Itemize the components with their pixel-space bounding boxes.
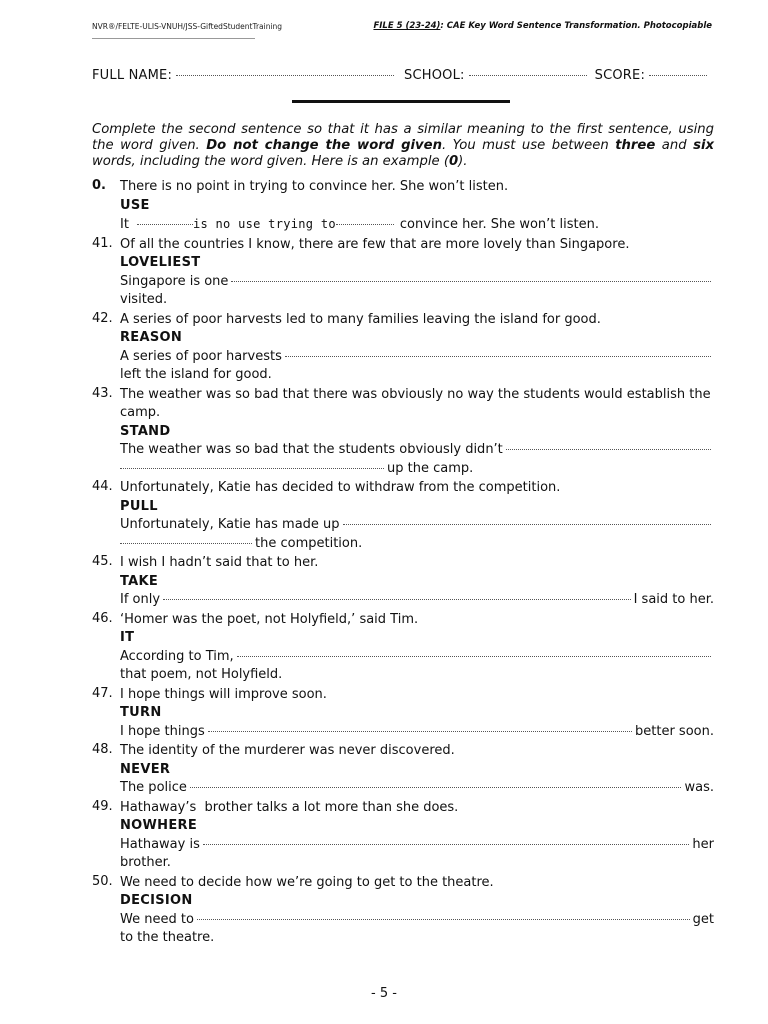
item-keyword: IT bbox=[120, 630, 135, 645]
full-name-label: FULL NAME: bbox=[92, 68, 173, 83]
item-number: 44. bbox=[92, 479, 113, 494]
answer-start: Hathaway is bbox=[120, 836, 200, 852]
instr-bold-2: three bbox=[615, 138, 656, 153]
answer-end-2: to the theatre. bbox=[120, 930, 215, 945]
instructions bbox=[92, 122, 714, 170]
item-keyword: TURN bbox=[120, 705, 162, 720]
item-answer-continuation bbox=[120, 366, 714, 385]
item-number: 42. bbox=[92, 310, 113, 326]
sentence-text: I hope things will improve soon. bbox=[120, 686, 327, 702]
title-rule bbox=[292, 100, 510, 103]
item-sentence bbox=[120, 386, 714, 423]
question-item bbox=[92, 611, 714, 685]
instr-text-2: . You must use between bbox=[441, 138, 616, 153]
instr-text-5: ). bbox=[458, 154, 468, 169]
item-keyword: PULL bbox=[120, 498, 158, 514]
sentence-text: Unfortunately, Katie has decided to withdraw from the competition. bbox=[120, 480, 561, 495]
question-list bbox=[92, 178, 714, 949]
sentence-text: I wish I hadn’t said that to her. bbox=[120, 555, 319, 570]
answer-start: The weather was so bad that the students obviously didn’t bbox=[120, 442, 503, 457]
item-keyword: USE bbox=[120, 197, 150, 213]
score-label: SCORE: bbox=[594, 68, 646, 83]
item-sentence bbox=[120, 178, 714, 197]
header-source: NVR®/FELTE-ULIS-VNUH/JSS-GiftedStudentTraining bbox=[92, 22, 283, 31]
answer-dots-left bbox=[137, 223, 193, 225]
instr-text-1: Complete the second sentence so that it has a similar meaning to the first sentence, using the word given. bbox=[92, 122, 714, 153]
answer-blank[interactable] bbox=[231, 280, 711, 282]
answer-end: that poem, not Holyfield. bbox=[120, 667, 283, 682]
item-answer-line bbox=[120, 348, 714, 367]
header-file-number: FILE 5 (23-24) bbox=[373, 21, 441, 31]
item-keyword: TAKE bbox=[120, 573, 159, 589]
answer-end: left the island for good. bbox=[120, 367, 272, 382]
item-answer-line bbox=[120, 591, 714, 610]
sentence-text: ‘Homer was the poet, not Holyfield,’ said Tim. bbox=[120, 611, 419, 627]
answer-blank-2[interactable] bbox=[120, 467, 384, 469]
item-number: 43. bbox=[92, 385, 113, 401]
question-item bbox=[92, 311, 714, 385]
item-number: 47. bbox=[92, 685, 113, 701]
answer-end: up the camp. bbox=[387, 460, 474, 476]
sentence-text: Of all the countries I know, there are few that are more lovely than Singapore. bbox=[120, 236, 630, 252]
item-keyword: NEVER bbox=[120, 761, 171, 777]
answer-start: The police bbox=[120, 780, 187, 795]
item-answer-line bbox=[120, 215, 714, 235]
item-sentence bbox=[120, 479, 714, 498]
score-field[interactable] bbox=[649, 74, 707, 76]
item-answer-line bbox=[120, 441, 714, 460]
answer-start: Unfortunately, Katie has made up bbox=[120, 517, 340, 532]
item-answer-continuation bbox=[120, 666, 714, 685]
answer-blank[interactable] bbox=[343, 523, 711, 525]
item-sentence bbox=[120, 742, 714, 761]
answer-end: her bbox=[692, 836, 714, 852]
sentence-text: A series of poor harvests led to many families leaving the island for good. bbox=[120, 311, 601, 327]
question-item bbox=[92, 479, 714, 553]
item-answer-continuation bbox=[120, 929, 714, 948]
question-item bbox=[92, 236, 714, 310]
answer-end: visited. bbox=[120, 292, 168, 307]
full-name-field[interactable] bbox=[176, 74, 394, 76]
answer-blank[interactable] bbox=[197, 918, 690, 920]
answer-start: It bbox=[120, 217, 129, 232]
header-file-title bbox=[373, 21, 712, 31]
page-number: - 5 - bbox=[371, 986, 397, 1001]
answer-blank[interactable] bbox=[285, 355, 711, 357]
item-sentence bbox=[120, 554, 714, 573]
item-keyword: LOVELIEST bbox=[120, 255, 201, 270]
name-bar bbox=[92, 68, 712, 83]
item-number: 49. bbox=[92, 798, 113, 814]
answer-blank[interactable] bbox=[237, 655, 711, 657]
instr-bold-4: 0 bbox=[448, 154, 459, 169]
item-answer-continuation bbox=[120, 535, 714, 554]
item-answer-line bbox=[120, 723, 714, 742]
item-sentence bbox=[120, 686, 714, 705]
item-sentence bbox=[120, 611, 714, 630]
item-answer-line bbox=[120, 911, 714, 930]
question-item bbox=[92, 742, 714, 798]
answer-start: If only bbox=[120, 592, 161, 607]
question-item bbox=[92, 686, 714, 742]
item-answer-line bbox=[120, 516, 714, 535]
answer-blank[interactable] bbox=[506, 448, 711, 450]
sentence-text: The identity of the murderer was never discovered. bbox=[120, 743, 455, 758]
header-file-desc: : CAE Key Word Sentence Transformation. Photocopiable bbox=[440, 21, 712, 31]
sentence-text: Hathaway’s brother talks a lot more than she does. bbox=[120, 799, 459, 815]
instr-bold-1: Do not change the word given bbox=[206, 138, 442, 153]
answer-end: the competition. bbox=[255, 535, 363, 551]
answer-end: better soon. bbox=[635, 723, 714, 739]
instr-text-3: and bbox=[655, 138, 694, 153]
item-answer-continuation bbox=[120, 291, 714, 310]
header-underline bbox=[92, 38, 255, 39]
question-item bbox=[92, 386, 714, 479]
item-number: 46. bbox=[92, 610, 113, 626]
answer-blank[interactable] bbox=[163, 598, 631, 600]
answer-start: We need to bbox=[120, 911, 194, 927]
answer-end: get bbox=[692, 911, 714, 927]
answer-end: convince her. She won’t listen. bbox=[399, 217, 599, 232]
sentence-text: The weather was so bad that there was obviously no way the students would establish the camp. bbox=[120, 386, 711, 420]
answer-blank[interactable] bbox=[203, 843, 690, 845]
item-answer-continuation bbox=[120, 460, 714, 479]
item-number: 45. bbox=[92, 554, 113, 569]
item-answer-line bbox=[120, 836, 714, 855]
item-sentence bbox=[120, 236, 714, 255]
answer-start: A series of poor harvests bbox=[120, 348, 282, 364]
item-number: 0. bbox=[92, 178, 106, 193]
item-answer-line bbox=[120, 779, 714, 798]
sentence-text: We need to decide how we’re going to get to the theatre. bbox=[120, 874, 494, 890]
answer-start: According to Tim, bbox=[120, 648, 234, 664]
item-keyword: DECISION bbox=[120, 893, 193, 908]
item-number: 41. bbox=[92, 235, 113, 251]
item-keyword: STAND bbox=[120, 423, 171, 439]
question-item bbox=[92, 554, 714, 610]
question-item bbox=[92, 874, 714, 948]
answer-dots-right bbox=[336, 223, 394, 225]
item-sentence bbox=[120, 799, 714, 818]
answer-blank[interactable] bbox=[190, 786, 682, 788]
item-answer-continuation bbox=[120, 854, 714, 873]
item-sentence bbox=[120, 874, 714, 893]
item-number: 48. bbox=[92, 742, 113, 757]
school-label: SCHOOL: bbox=[404, 68, 465, 83]
answer-blank-2[interactable] bbox=[120, 542, 252, 544]
item-number: 50. bbox=[92, 873, 113, 889]
answer-start: Singapore is one bbox=[120, 273, 229, 289]
answer-start: I hope things bbox=[120, 723, 205, 739]
instr-bold-3: six bbox=[693, 138, 714, 153]
item-answer-line bbox=[120, 648, 714, 667]
instr-text-4: words, including the word given. Here is an example ( bbox=[92, 154, 449, 169]
answer-end-2: brother. bbox=[120, 855, 171, 870]
answer-blank[interactable] bbox=[208, 730, 632, 732]
item-keyword: NOWHERE bbox=[120, 818, 198, 833]
answer-end: I said to her. bbox=[633, 592, 714, 607]
example-answer: is no use trying to bbox=[192, 217, 336, 231]
item-answer-line bbox=[120, 273, 714, 292]
item-sentence bbox=[120, 311, 714, 330]
sentence-text: There is no point in trying to convince her. She won’t listen. bbox=[120, 179, 509, 194]
example-item bbox=[92, 178, 714, 235]
school-field[interactable] bbox=[469, 74, 587, 76]
answer-end: was. bbox=[684, 780, 714, 795]
question-item bbox=[92, 799, 714, 873]
item-keyword: REASON bbox=[120, 330, 183, 345]
